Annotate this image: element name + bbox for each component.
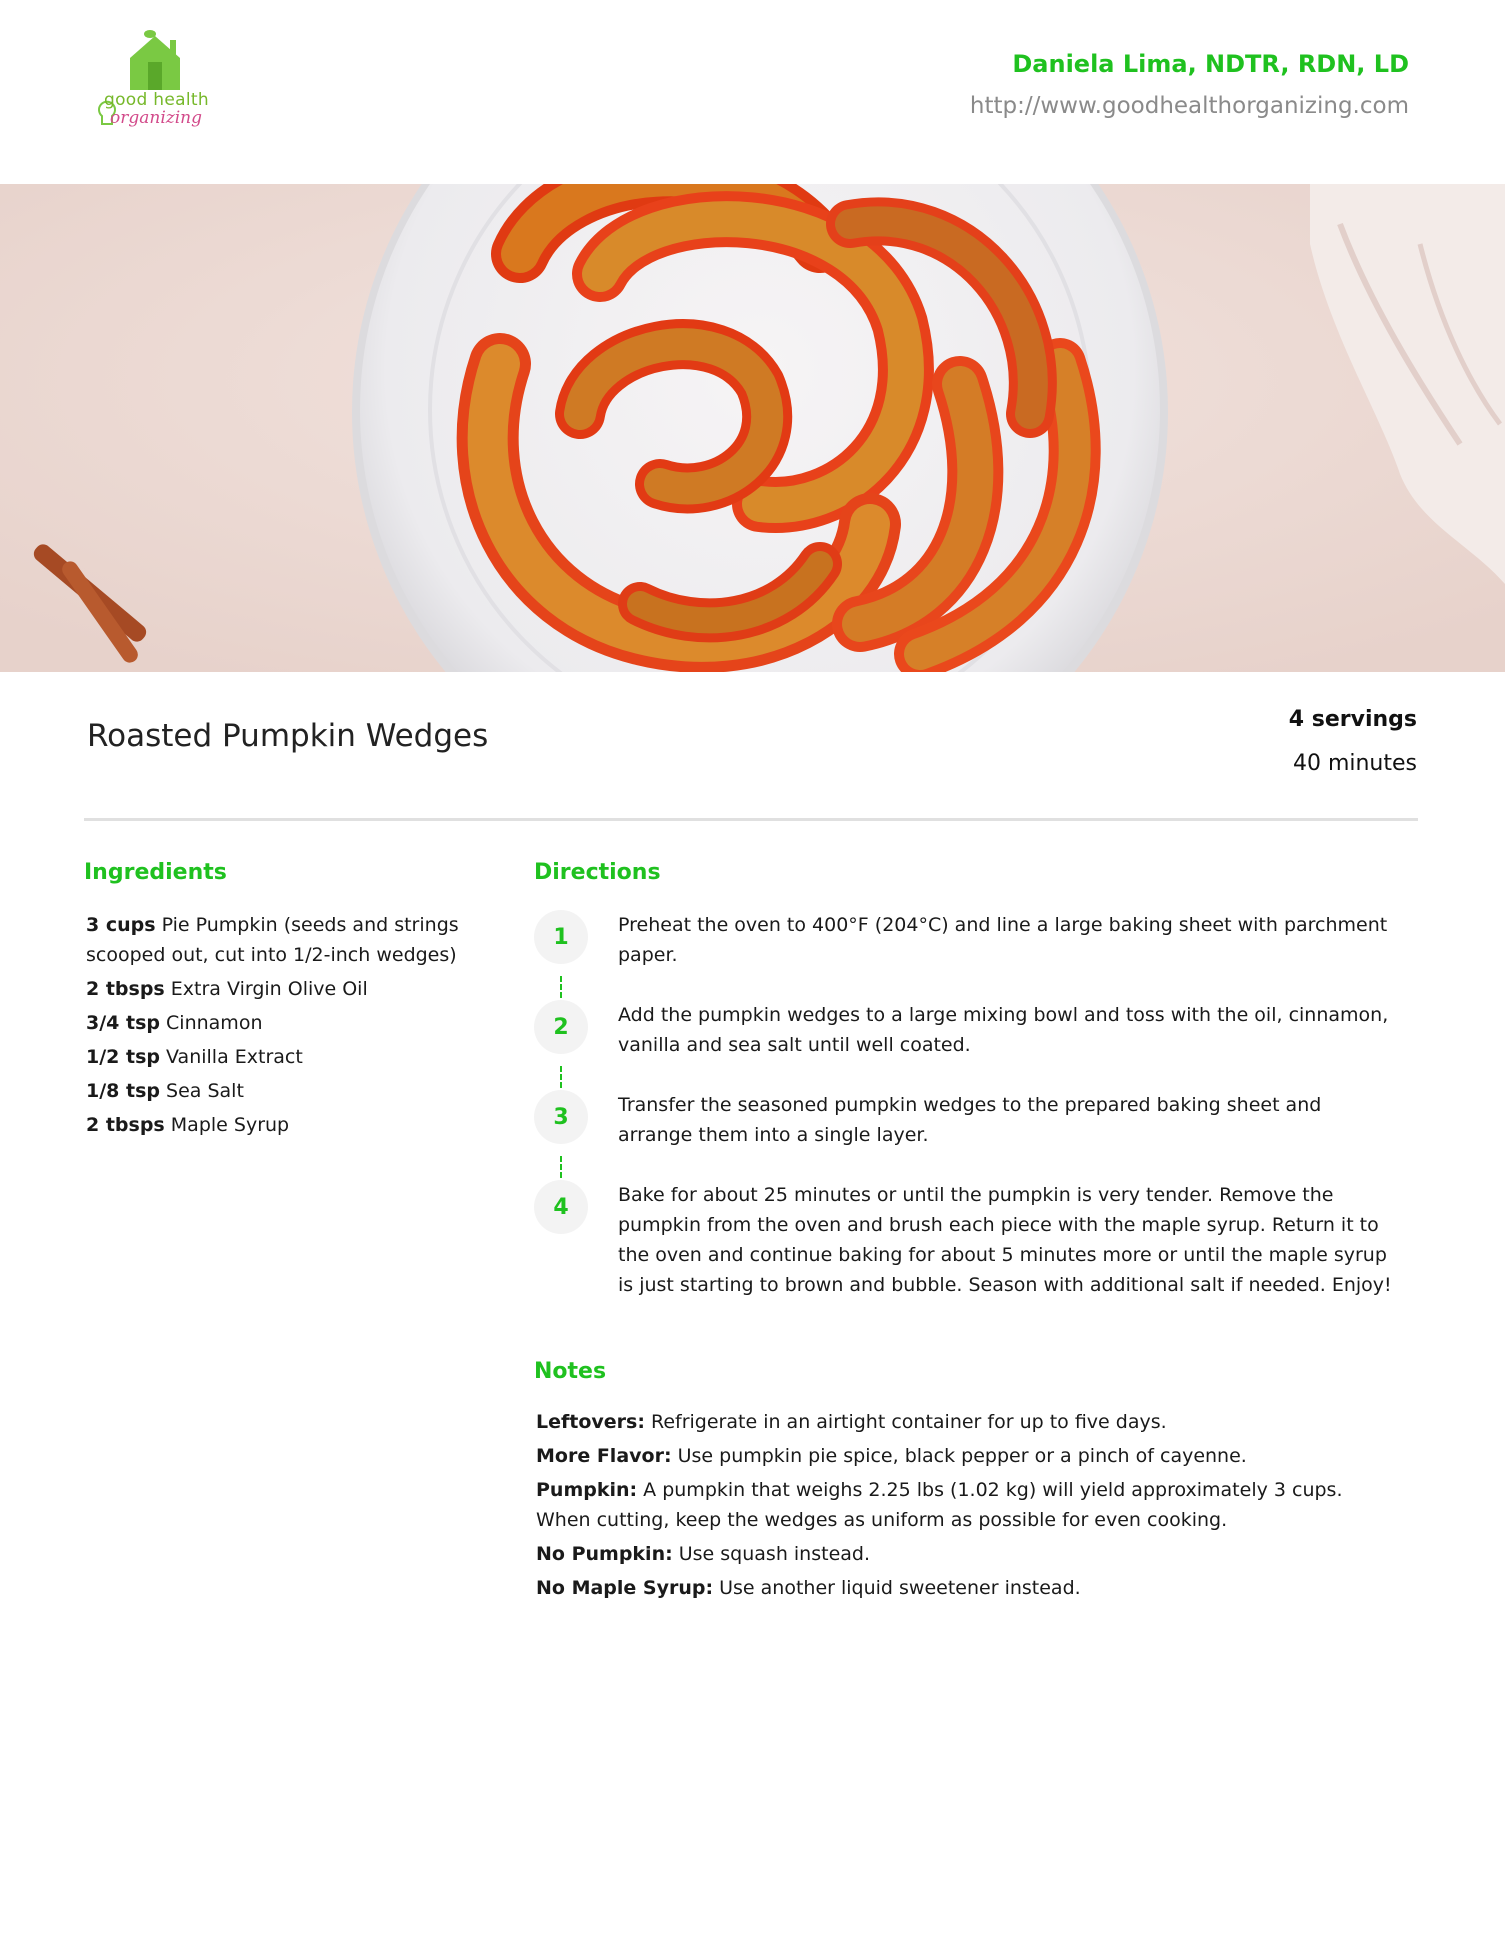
ingredient-quantity: 2 tbsps (86, 978, 165, 1000)
ingredient-quantity: 3 cups (86, 914, 156, 936)
direction-step (534, 1000, 1394, 1060)
recipe-title: Roasted Pumpkin Wedges (87, 718, 489, 754)
ingredient-quantity: 2 tbsps (86, 1114, 165, 1136)
ingredient-quantity: 3/4 tsp (86, 1012, 160, 1034)
ingredient-item (86, 910, 466, 970)
note-item (536, 1573, 1396, 1603)
ingredient-quantity: 1/2 tsp (86, 1046, 160, 1068)
servings-count: 4 servings (1288, 707, 1417, 732)
ingredient-item (86, 1008, 466, 1038)
ingredients-heading: Ingredients (84, 860, 227, 885)
ingredients-list (86, 910, 466, 1144)
note-label: No Pumpkin: (536, 1543, 673, 1565)
ingredient-name: Pie Pumpkin (seeds and strings scooped out, cut into 1/2-inch wedges) (86, 914, 459, 966)
directions-list (534, 910, 1394, 1300)
total-time: 40 minutes (1292, 751, 1417, 776)
note-label: No Maple Syrup: (536, 1577, 714, 1599)
note-text: A pumpkin that weighs 2.25 lbs (1.02 kg) will yield approximately 3 cups. When cutting, keep the wedges as uniform as possible for even cooking. (536, 1479, 1343, 1531)
ingredient-name: Maple Syrup (164, 1114, 290, 1136)
ingredient-item (86, 974, 466, 1004)
website-link[interactable]: http://www.goodhealthorganizing.com (969, 93, 1409, 119)
logo-text-bottom: organizing (110, 108, 202, 128)
ingredient-name: Extra Virgin Olive Oil (164, 978, 368, 1000)
step-connector (560, 976, 562, 998)
step-text: Preheat the oven to 400°F (204°C) and line a large baking sheet with parchment paper. (618, 914, 1388, 966)
notes-list (536, 1407, 1396, 1607)
note-label: Leftovers: (536, 1411, 645, 1433)
ingredient-name: Sea Salt (160, 1080, 244, 1102)
step-number: 2 (534, 1000, 588, 1054)
step-connector (560, 1066, 562, 1088)
directions-heading: Directions (534, 860, 661, 885)
step-text: Add the pumpkin wedges to a large mixing bowl and toss with the oil, cinnamon, vanilla and sea salt until well coated. (618, 1004, 1389, 1056)
ingredient-item (86, 1110, 466, 1140)
step-text: Transfer the seasoned pumpkin wedges to the prepared baking sheet and arrange them into a single layer. (618, 1094, 1322, 1146)
ingredient-name: Cinnamon (160, 1012, 263, 1034)
step-number: 3 (534, 1090, 588, 1144)
section-divider (84, 818, 1418, 821)
note-item (536, 1539, 1396, 1569)
author-name: Daniela Lima, NDTR, RDN, LD (1012, 50, 1409, 78)
direction-step (534, 1090, 1394, 1150)
note-text: Use pumpkin pie spice, black pepper or a pinch of cayenne. (671, 1445, 1247, 1467)
direction-step (534, 910, 1394, 970)
ingredient-item (86, 1076, 466, 1106)
notes-heading: Notes (534, 1359, 607, 1384)
ingredient-name: Vanilla Extract (160, 1046, 303, 1068)
logo-text-top: good health (104, 90, 209, 110)
direction-step (534, 1180, 1394, 1300)
ingredient-item (86, 1042, 466, 1072)
ingredient-quantity: 1/8 tsp (86, 1080, 160, 1102)
brand-logo (90, 28, 220, 143)
note-text: Use another liquid sweetener instead. (713, 1577, 1081, 1599)
step-number: 1 (534, 910, 588, 964)
note-item (536, 1475, 1396, 1535)
note-text: Refrigerate in an airtight container for up to five days. (644, 1411, 1167, 1433)
note-item (536, 1407, 1396, 1437)
note-label: More Flavor: (536, 1445, 672, 1467)
hero-photo (0, 184, 1505, 672)
step-connector (560, 1156, 562, 1178)
note-label: Pumpkin: (536, 1479, 638, 1501)
step-number: 4 (534, 1180, 588, 1234)
note-text: Use squash instead. (672, 1543, 871, 1565)
note-item (536, 1441, 1396, 1471)
step-text: Bake for about 25 minutes or until the pumpkin is very tender. Remove the pumpkin from the oven and brush each piece with the maple syrup. Return it to the oven and continue baking for about 5 minutes more or until the maple syrup is just starting to brown and bubble. Season with additional salt if needed. Enjoy! (618, 1184, 1392, 1296)
